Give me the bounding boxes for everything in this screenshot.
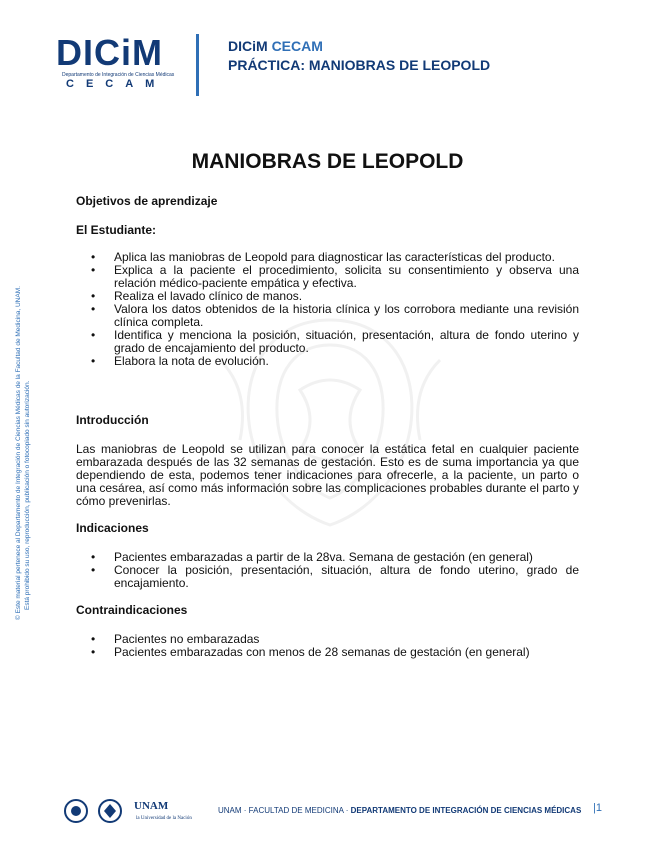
list-item: • Explica a la paciente el procedimiento, solicita su consentimiento y observa una relación médico-paciente empática y efectiva. [76, 264, 579, 290]
intro-paragraph: Las maniobras de Leopold se utilizan para conocer la estática fetal en cualquier paciente embarazada después de las 32 semanas de gestación. Esto es de suma importancia ya que dependiendo de esta, podemos tener indicaciones para ofrecerle, a la paciente, un parto o una cesárea, así como más información sobre las complicaciones probables durante el parto y cómo prevenirlas. [76, 442, 579, 508]
svg-text:UNAM: UNAM [134, 800, 169, 812]
contraindications-list [76, 633, 579, 659]
list-item: • Pacientes embarazadas a partir de la 28va. Semana de gestación (en general) [76, 551, 579, 564]
list-item: • Elabora la nota de evolución. [76, 355, 579, 368]
fm-seal-icon [99, 800, 121, 822]
logo-subtitle: Departamento de Integración de Ciencias Médicas [62, 72, 175, 78]
copyright-line-2: Está prohibido su uso, reproducción, publicación o fotocopiado sin autorización. [24, 380, 31, 610]
intro-heading: Introducción [76, 413, 149, 427]
list-item: • Valora los datos obtenidos de la historia clínica y los corrobora mediante una revisión clínica completa. [76, 303, 579, 329]
list-item: • Realiza el lavado clínico de manos. [76, 290, 579, 303]
list-item: • Pacientes embarazadas con menos de 28 semanas de gestación (en general) [76, 646, 579, 659]
header-line-2: PRÁCTICA: MANIOBRAS DE LEOPOLD [228, 57, 491, 73]
footer-unam: UNAM · FACULTAD DE MEDICINA · [218, 806, 351, 815]
logo-cecam-text: CECAM [66, 78, 167, 90]
universidad-logo-text: la Universidad de la Nación [136, 816, 192, 821]
objectives-list [76, 251, 579, 368]
copyright-line-1: © Este material pertenece al Departamento de Integración de Ciencias Médicas de la Facultad de Medicina, UNAM. [15, 286, 22, 620]
list-item: • Pacientes no embarazadas [76, 633, 579, 646]
unam-seal-icon [65, 800, 87, 822]
document-body [76, 195, 579, 659]
copyright-side-text [14, 286, 32, 620]
footer-logo-group [64, 796, 214, 826]
page-number: |1 [593, 802, 602, 814]
list-item: • Identifica y menciona la posición, situación, presentación, altura de fondo uterino y grado de encajamiento del producto. [76, 329, 579, 355]
logo-main-text: DICiM [56, 32, 163, 73]
indications-heading: Indicaciones [76, 521, 149, 535]
objectives-heading: Objetivos de aprendizaje [76, 194, 218, 208]
header-divider [196, 34, 199, 96]
header-line-1 [228, 38, 323, 54]
header-cecam: CECAM [271, 38, 323, 54]
footer-logos [64, 796, 214, 831]
page-title: MANIOBRAS DE LEOPOLD [191, 150, 464, 173]
list-item: • Conocer la posición, presentación, situación, altura de fondo uterino, grado de encajamiento. [76, 564, 579, 590]
universidad-logo-icon [134, 800, 192, 821]
footer-text [218, 806, 581, 815]
contraindications-heading: Contraindicaciones [76, 603, 188, 617]
list-item: • Aplica las maniobras de Leopold para diagnosticar las características del producto. [76, 251, 579, 264]
indications-list [76, 551, 579, 590]
student-heading: El Estudiante: [76, 223, 157, 237]
header-dicim: DICiM [228, 38, 268, 54]
dicim-logo [56, 32, 175, 96]
footer-dept: DEPARTAMENTO DE INTEGRACIÓN DE CIENCIAS MÉDICAS [350, 806, 582, 815]
